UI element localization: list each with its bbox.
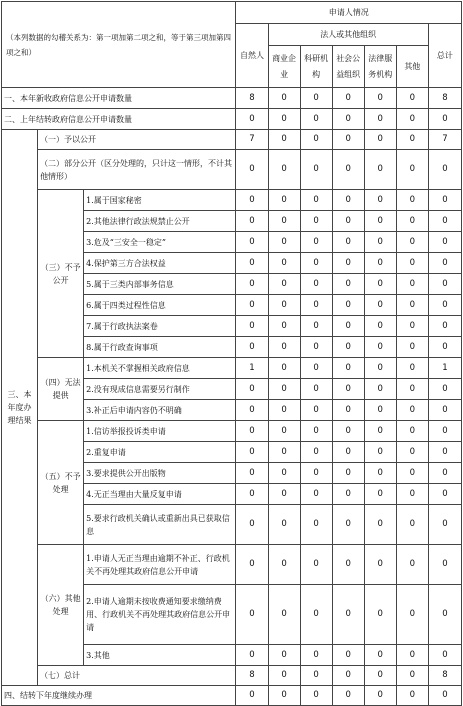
org-type-header: 商业企业 (268, 46, 300, 88)
value-cell: 0 (300, 463, 332, 484)
value-cell: 0 (300, 109, 332, 130)
value-cell: 0 (364, 421, 396, 442)
item-label: 2.申请人逾期未按收费通知要求缴纳费用、行政机关不再处理其政府信息公开申请 (84, 585, 236, 645)
value-cell: 0 (364, 274, 396, 295)
value-cell: 0 (396, 442, 428, 463)
item-label: 4.保护第三方合法权益 (84, 253, 236, 274)
value-cell: 0 (268, 337, 300, 358)
value-cell: 0 (396, 379, 428, 400)
value-cell: 0 (236, 463, 268, 484)
value-cell: 8 (236, 88, 268, 109)
value-cell: 0 (268, 190, 300, 211)
value-cell: 0 (396, 645, 428, 666)
item-label: 3.危及“三安全一稳定” (84, 232, 236, 253)
row-label: （二）部分公开（区分处理的，只计这一情形，不计其他情形） (38, 150, 236, 190)
value-cell: 0 (332, 505, 364, 545)
value-cell: 0 (236, 645, 268, 666)
value-cell: 0 (396, 109, 428, 130)
value-cell: 0 (428, 585, 461, 645)
value-cell: 0 (236, 505, 268, 545)
value-cell: 0 (300, 484, 332, 505)
value-cell: 8 (428, 88, 461, 109)
value-cell: 0 (300, 400, 332, 421)
group-label: （六）其他处理 (38, 545, 84, 666)
value-cell: 0 (364, 295, 396, 316)
value-cell: 1 (428, 358, 461, 379)
value-cell: 0 (268, 585, 300, 645)
value-cell: 0 (268, 150, 300, 190)
value-cell: 0 (364, 109, 396, 130)
value-cell: 0 (364, 88, 396, 109)
row-label: （七）总计 (38, 666, 236, 686)
value-cell: 0 (300, 130, 332, 150)
value-cell: 0 (428, 645, 461, 666)
value-cell: 0 (396, 545, 428, 585)
value-cell: 0 (428, 337, 461, 358)
group-label: （四）无法提供 (38, 358, 84, 421)
row-label: 二、上年结转政府信息公开申请数量 (2, 109, 236, 130)
value-cell: 0 (396, 232, 428, 253)
value-cell: 0 (332, 109, 364, 130)
row-label: 一、本年新收政府信息公开申请数量 (2, 88, 236, 109)
item-label: 6.属于四类过程性信息 (84, 295, 236, 316)
item-label: 5.属于三类内部事务信息 (84, 274, 236, 295)
value-cell: 8 (428, 666, 461, 686)
value-cell: 0 (364, 585, 396, 645)
value-cell: 0 (428, 379, 461, 400)
value-cell: 0 (300, 585, 332, 645)
value-cell: 0 (332, 666, 364, 686)
value-cell: 0 (236, 316, 268, 337)
value-cell: 0 (268, 88, 300, 109)
item-label: 2.没有现成信息需要另行制作 (84, 379, 236, 400)
org-type-header: 其他 (396, 46, 428, 88)
value-cell: 0 (236, 484, 268, 505)
value-cell: 0 (428, 463, 461, 484)
value-cell: 0 (236, 274, 268, 295)
group-label: （三）不予公开 (38, 190, 84, 358)
value-cell: 0 (332, 232, 364, 253)
value-cell: 0 (396, 88, 428, 109)
value-cell: 0 (268, 253, 300, 274)
value-cell: 0 (396, 190, 428, 211)
value-cell: 0 (236, 442, 268, 463)
value-cell: 0 (332, 463, 364, 484)
value-cell: 0 (300, 316, 332, 337)
value-cell: 0 (268, 295, 300, 316)
value-cell: 0 (364, 130, 396, 150)
value-cell: 0 (236, 211, 268, 232)
value-cell: 0 (364, 686, 396, 706)
value-cell: 0 (332, 686, 364, 706)
value-cell: 0 (300, 274, 332, 295)
org-type-header: 社会公益组织 (332, 46, 364, 88)
row-label: 四、结转下年度继续办理 (2, 686, 236, 706)
value-cell: 0 (300, 545, 332, 585)
value-cell: 0 (300, 666, 332, 686)
section-label: 三、本年度办理结果 (2, 130, 38, 686)
value-cell: 0 (364, 645, 396, 666)
value-cell: 0 (332, 585, 364, 645)
value-cell: 0 (364, 232, 396, 253)
value-cell: 0 (268, 645, 300, 666)
value-cell: 0 (268, 316, 300, 337)
item-label: 2.重复申请 (84, 442, 236, 463)
item-label: 3.补正后申请内容仍不明确 (84, 400, 236, 421)
value-cell: 0 (396, 316, 428, 337)
value-cell: 0 (268, 686, 300, 706)
value-cell: 0 (428, 274, 461, 295)
applicant-header: 申请人情况 (236, 2, 462, 24)
value-cell: 0 (300, 337, 332, 358)
value-cell: 0 (396, 274, 428, 295)
value-cell: 0 (428, 505, 461, 545)
value-cell: 0 (332, 316, 364, 337)
value-cell: 0 (268, 442, 300, 463)
value-cell: 0 (396, 585, 428, 645)
value-cell: 0 (300, 442, 332, 463)
value-cell: 0 (268, 421, 300, 442)
value-cell: 0 (332, 88, 364, 109)
value-cell: 0 (332, 645, 364, 666)
value-cell: 0 (428, 295, 461, 316)
value-cell: 0 (396, 400, 428, 421)
value-cell: 0 (300, 295, 332, 316)
value-cell: 0 (332, 358, 364, 379)
value-cell: 0 (268, 379, 300, 400)
value-cell: 0 (396, 295, 428, 316)
value-cell: 7 (236, 130, 268, 150)
value-cell: 0 (332, 379, 364, 400)
value-cell: 0 (396, 686, 428, 706)
value-cell: 0 (332, 295, 364, 316)
item-label: 3.其他 (84, 645, 236, 666)
value-cell: 0 (428, 545, 461, 585)
value-cell: 0 (396, 337, 428, 358)
value-cell: 0 (332, 400, 364, 421)
value-cell: 0 (364, 358, 396, 379)
item-label: 4.无正当理由大量反复申请 (84, 484, 236, 505)
disclosure-stats-table (1, 1, 462, 706)
value-cell: 0 (364, 150, 396, 190)
value-cell: 0 (300, 505, 332, 545)
item-label: 5.要求行政机关确认或重新出具已获取信息 (84, 505, 236, 545)
value-cell: 0 (396, 358, 428, 379)
item-label: 2.其他法律行政法规禁止公开 (84, 211, 236, 232)
value-cell: 0 (236, 109, 268, 130)
item-label: 1.信访举报投诉类申请 (84, 421, 236, 442)
value-cell: 0 (428, 484, 461, 505)
legal-group-header: 法人或其他组织 (268, 24, 428, 46)
value-cell: 0 (300, 379, 332, 400)
row-label: （一）予以公开 (38, 130, 236, 150)
value-cell: 0 (236, 190, 268, 211)
value-cell: 0 (236, 421, 268, 442)
value-cell: 0 (428, 442, 461, 463)
value-cell: 0 (332, 211, 364, 232)
value-cell: 0 (332, 421, 364, 442)
value-cell: 0 (332, 150, 364, 190)
value-cell: 0 (300, 421, 332, 442)
value-cell: 0 (364, 253, 396, 274)
value-cell: 0 (364, 211, 396, 232)
value-cell: 0 (236, 150, 268, 190)
value-cell: 0 (428, 421, 461, 442)
value-cell: 0 (300, 190, 332, 211)
value-cell: 0 (268, 358, 300, 379)
value-cell: 0 (300, 358, 332, 379)
value-cell: 0 (268, 505, 300, 545)
value-cell: 0 (268, 211, 300, 232)
value-cell: 0 (396, 505, 428, 545)
value-cell: 0 (300, 232, 332, 253)
value-cell: 0 (268, 232, 300, 253)
value-cell: 0 (300, 150, 332, 190)
org-type-header: 法律服务机构 (364, 46, 396, 88)
value-cell: 0 (396, 484, 428, 505)
value-cell: 0 (428, 150, 461, 190)
value-cell: 0 (268, 130, 300, 150)
value-cell: 0 (332, 545, 364, 585)
value-cell: 0 (300, 686, 332, 706)
value-cell: 0 (300, 253, 332, 274)
header-note: （本列数据的勾稽关系为：第一项加第二项之和，等于第三项加第四项之和） (2, 2, 236, 88)
value-cell: 0 (236, 686, 268, 706)
value-cell: 0 (268, 545, 300, 585)
value-cell: 0 (428, 109, 461, 130)
total-header: 总计 (428, 24, 461, 88)
value-cell: 0 (300, 211, 332, 232)
value-cell: 0 (236, 585, 268, 645)
item-label: 3.要求提供公开出版物 (84, 463, 236, 484)
item-label: 8.属于行政查询事项 (84, 337, 236, 358)
value-cell: 0 (396, 130, 428, 150)
value-cell: 0 (396, 463, 428, 484)
value-cell: 0 (236, 400, 268, 421)
value-cell: 0 (332, 190, 364, 211)
value-cell: 0 (236, 253, 268, 274)
value-cell: 0 (364, 545, 396, 585)
value-cell: 0 (332, 484, 364, 505)
value-cell: 0 (268, 463, 300, 484)
value-cell: 0 (428, 211, 461, 232)
value-cell: 0 (364, 484, 396, 505)
value-cell: 0 (236, 545, 268, 585)
value-cell: 0 (428, 232, 461, 253)
value-cell: 0 (428, 253, 461, 274)
value-cell: 0 (396, 253, 428, 274)
item-label: 1.属于国家秘密 (84, 190, 236, 211)
value-cell: 0 (236, 337, 268, 358)
item-label: 1.本机关不掌握相关政府信息 (84, 358, 236, 379)
value-cell: 0 (364, 337, 396, 358)
value-cell: 0 (268, 274, 300, 295)
value-cell: 0 (364, 505, 396, 545)
value-cell: 0 (332, 130, 364, 150)
value-cell: 0 (236, 232, 268, 253)
value-cell: 0 (332, 274, 364, 295)
value-cell: 0 (268, 484, 300, 505)
value-cell: 0 (236, 295, 268, 316)
item-label: 7.属于行政执法案卷 (84, 316, 236, 337)
value-cell: 0 (332, 253, 364, 274)
value-cell: 0 (332, 442, 364, 463)
value-cell: 8 (236, 666, 268, 686)
value-cell: 0 (364, 666, 396, 686)
value-cell: 0 (300, 88, 332, 109)
item-label: 1.申请人无正当理由逾期不补正、行政机关不再处理其政府信息公开申请 (84, 545, 236, 585)
value-cell: 0 (396, 150, 428, 190)
value-cell: 0 (428, 686, 461, 706)
natural-person-header: 自然人 (236, 24, 268, 88)
value-cell: 7 (428, 130, 461, 150)
value-cell: 0 (268, 666, 300, 686)
value-cell: 0 (396, 666, 428, 686)
value-cell: 0 (236, 379, 268, 400)
value-cell: 0 (300, 645, 332, 666)
value-cell: 0 (364, 379, 396, 400)
value-cell: 0 (428, 400, 461, 421)
value-cell: 0 (396, 211, 428, 232)
value-cell: 0 (364, 316, 396, 337)
value-cell: 0 (332, 337, 364, 358)
value-cell: 0 (364, 190, 396, 211)
value-cell: 0 (396, 421, 428, 442)
value-cell: 1 (236, 358, 268, 379)
group-label: （五）不予处理 (38, 421, 84, 545)
value-cell: 0 (428, 316, 461, 337)
value-cell: 0 (364, 400, 396, 421)
value-cell: 0 (268, 109, 300, 130)
value-cell: 0 (364, 442, 396, 463)
value-cell: 0 (428, 190, 461, 211)
value-cell: 0 (268, 400, 300, 421)
org-type-header: 科研机构 (300, 46, 332, 88)
value-cell: 0 (364, 463, 396, 484)
